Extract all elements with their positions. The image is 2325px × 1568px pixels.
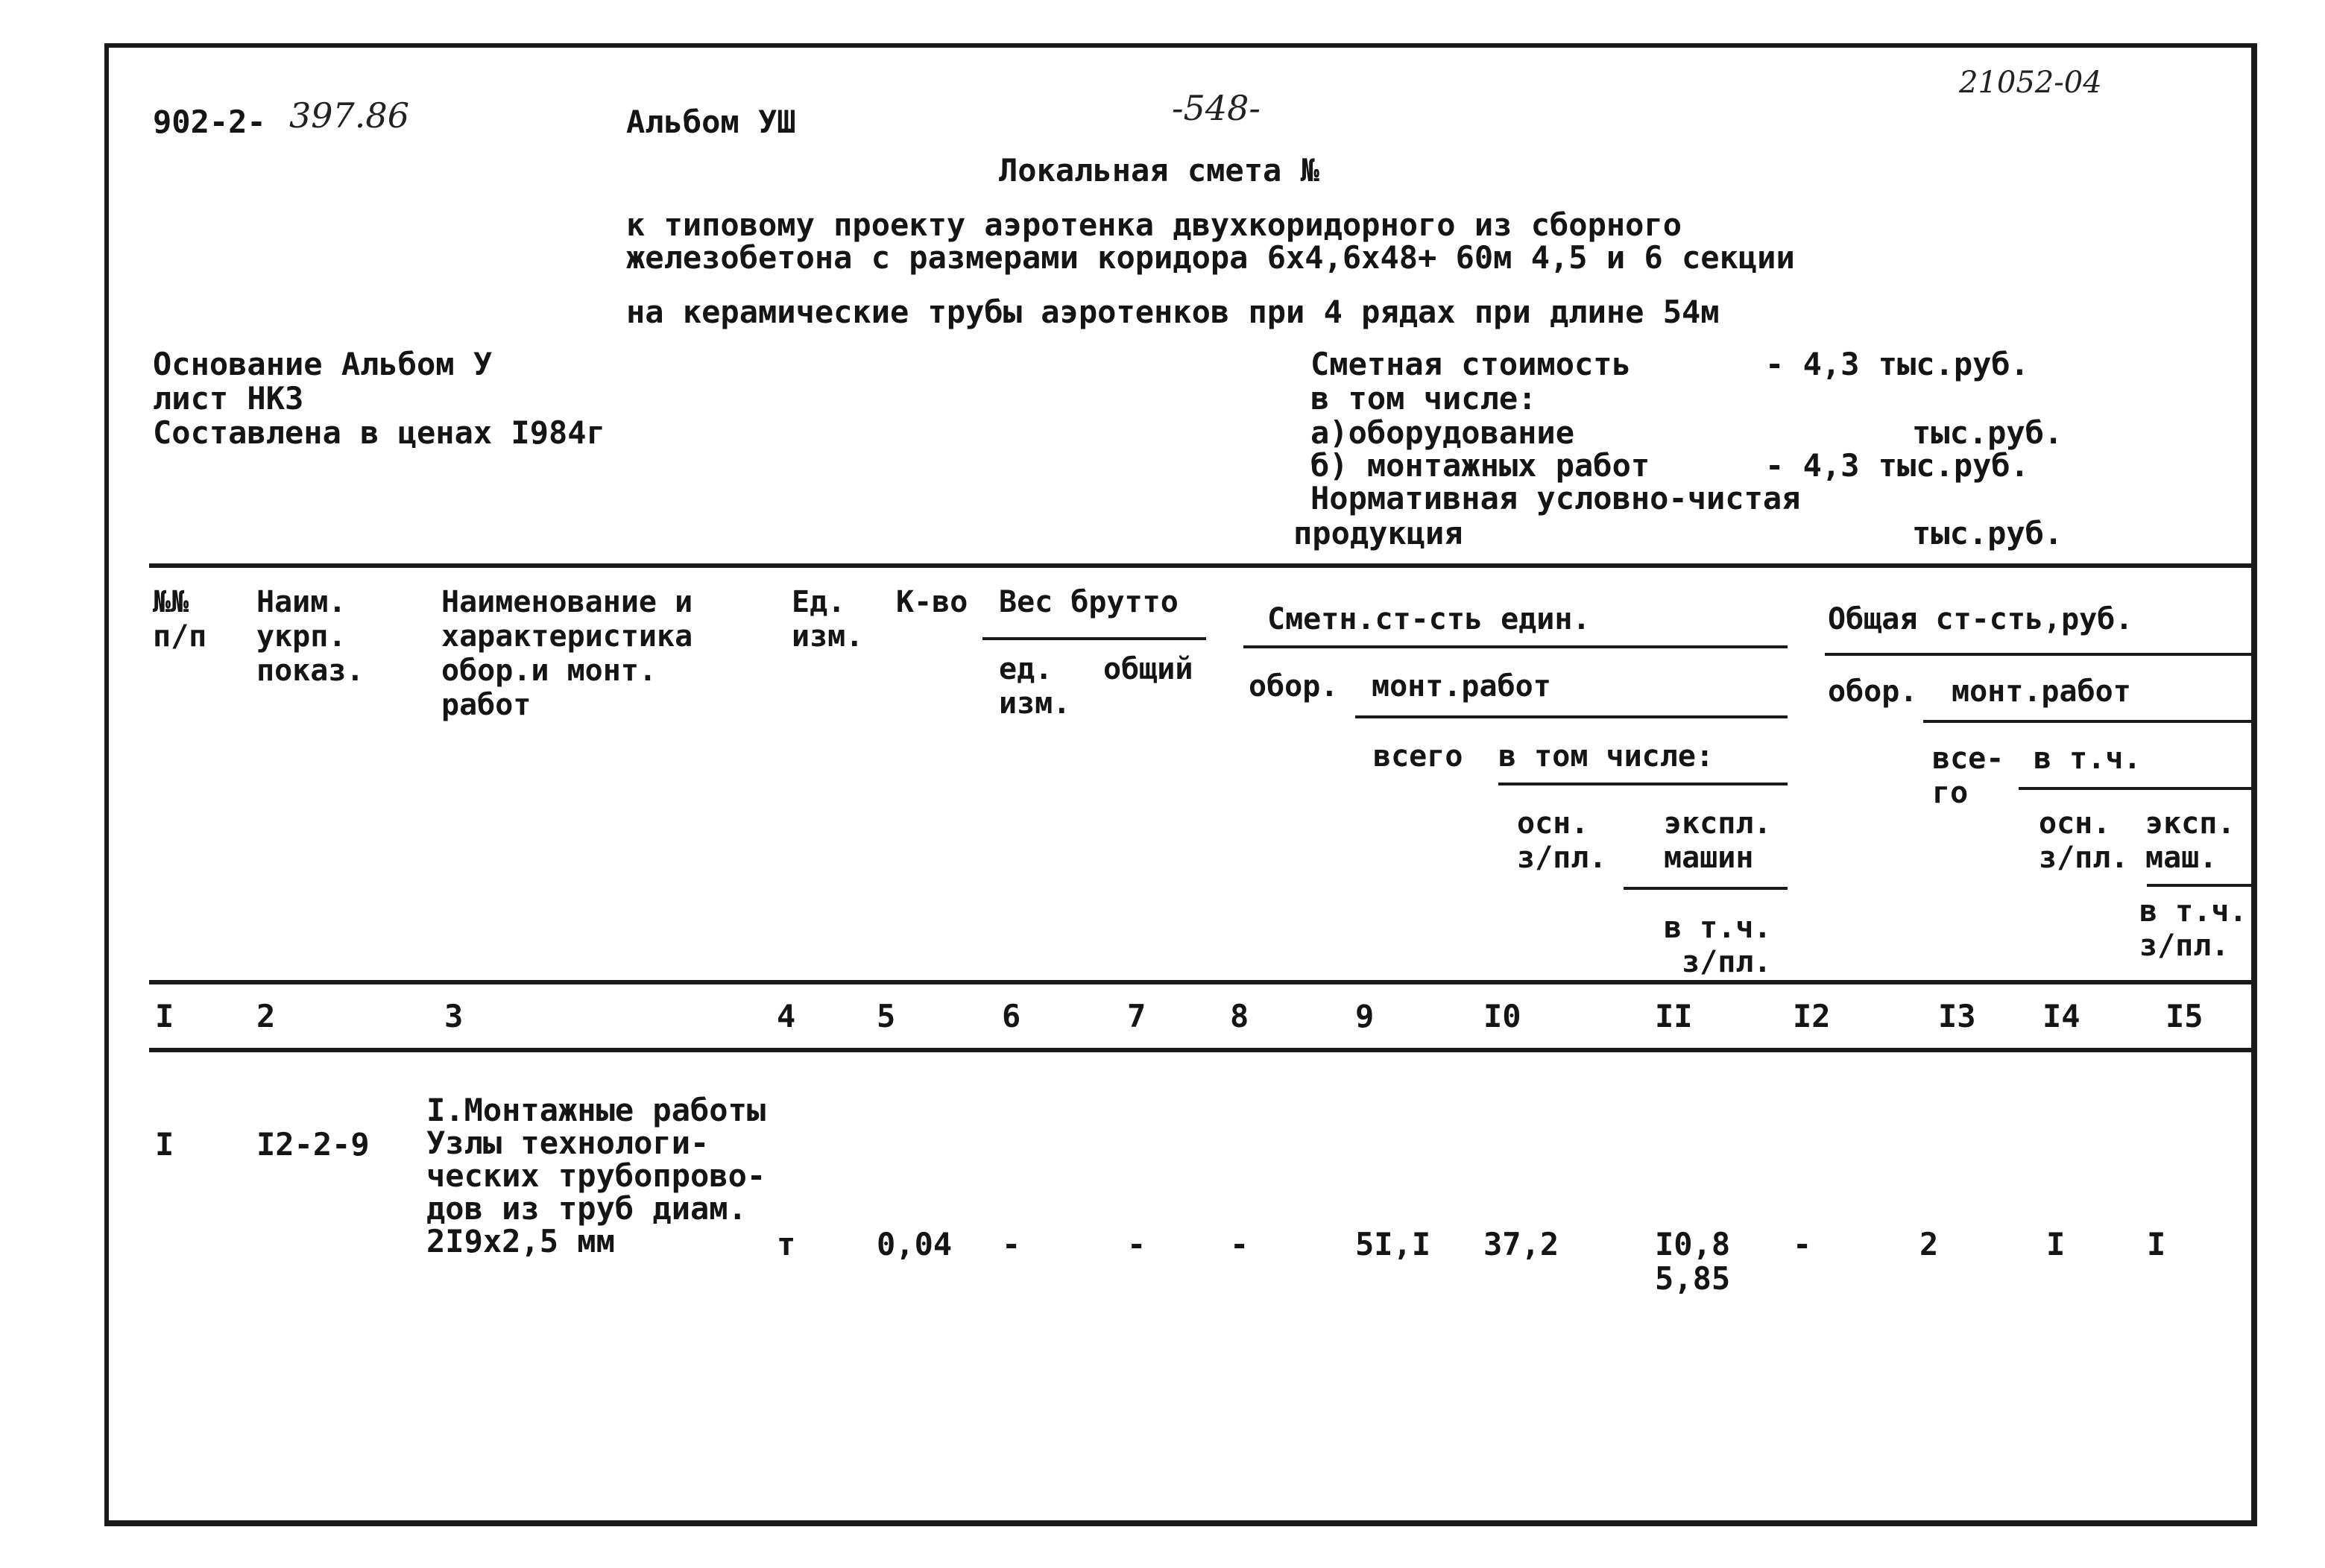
col-header-name: Наименование и характеристика обор.и монт. работ: [441, 585, 693, 722]
col-header-unit-equip: обор.: [1249, 669, 1339, 704]
col-number: 7: [1127, 998, 1146, 1034]
table-top-rule: [149, 563, 2257, 568]
col-header-total-install: монт.работ: [1952, 674, 2131, 709]
row-unit-wages: 37,2: [1483, 1226, 1559, 1262]
col-header-qty: К-во: [896, 585, 968, 619]
col-header-total-equip: обор.: [1828, 674, 1918, 709]
col-header-code: Наим. укрп. показ.: [256, 585, 365, 688]
col-number: 5: [877, 998, 896, 1034]
row-code: I2-2-9: [256, 1126, 370, 1163]
rule-unit-cost: [1243, 645, 1788, 648]
rule-total-install: [1923, 720, 2257, 723]
subtitle-line-2: железобетона с размерами коридора 6х4,6х48+ 60м 4,5 и 6 секции: [626, 239, 1795, 276]
including-label: в том числе:: [1310, 380, 1537, 417]
col-header-total-all: все- го: [1932, 742, 2004, 810]
equipment-label: а)оборудование: [1310, 414, 1575, 451]
rule-unit-including: [1498, 783, 1788, 785]
rule-total-including: [2019, 787, 2257, 790]
installation-label: б) монтажных работ: [1310, 447, 1650, 484]
col-number: I2: [1793, 998, 1831, 1034]
col-header-total-machines: эксп. маш.: [2145, 806, 2236, 875]
normative-label-1: Нормативная условно-чистая: [1310, 480, 1801, 516]
numbers-bottom-rule: [149, 1048, 2257, 1052]
subtitle-line-3: на керамические трубы аэротенков при 4 рядах при длине 54м: [626, 294, 1720, 330]
subtitle-line-1: к типовому проекту аэротенка двухкоридорного из сборного: [626, 206, 1682, 243]
project-code: 902-2-: [153, 104, 266, 140]
col-header-weight: Вес брутто: [999, 585, 1179, 619]
section-title: I.Монтажные работы: [426, 1092, 766, 1128]
basis-line-1: Основание Альбом У: [153, 346, 493, 382]
col-header-unit-cost: Сметн.ст-сть един.: [1267, 602, 1591, 636]
normative-value: тыс.руб.: [1912, 515, 2063, 551]
row-total-wages: I: [2046, 1226, 2066, 1262]
album-label: Альбом УШ: [626, 104, 796, 140]
equipment-value: тыс.руб.: [1912, 414, 2063, 451]
col-header-unit-install: монт.работ: [1372, 669, 1551, 704]
row-unit-machines: I0,8: [1655, 1226, 1731, 1262]
col-number: 6: [1002, 998, 1021, 1034]
rule-unit-install: [1355, 715, 1788, 718]
col-number: II: [1655, 998, 1693, 1034]
document-title: Локальная смета №: [999, 152, 1319, 189]
row-total-all: 2: [1919, 1226, 1939, 1262]
installation-value: - 4,3 тыс.руб.: [1765, 447, 2030, 484]
col-header-unit-total: всего: [1373, 739, 1463, 774]
estimated-cost-value: - 4,3 тыс.руб.: [1765, 346, 2030, 382]
basis-line-3: Составлена в ценах I984г: [153, 414, 605, 451]
project-code-handwritten: 397.86: [289, 95, 409, 136]
col-header-total-machines-wages: в т.ч. з/пл.: [2139, 894, 2247, 963]
col-header-total-including: в т.ч.: [2034, 742, 2142, 776]
page-number: -548-: [1172, 88, 1261, 128]
col-number: I5: [2165, 998, 2203, 1034]
basis-line-2: лист НКЗ: [153, 380, 304, 417]
rule-unit-machines: [1624, 887, 1788, 890]
row-name: Узлы технологи- ческих трубопрово- дов из труб диам. 2I9х2,5 мм: [426, 1125, 766, 1259]
col-number: 3: [444, 998, 464, 1034]
col-number: I4: [2042, 998, 2080, 1034]
rule-total-cost: [1825, 653, 2257, 656]
col-header-unit: Ед. изм.: [792, 585, 864, 654]
col-header-no: №№ п/п: [153, 585, 207, 654]
col-header-unit-including: в том числе:: [1498, 739, 1714, 774]
row-unit-equip: -: [1230, 1226, 1249, 1262]
col-header-weight-unit: ед. изм.: [999, 652, 1071, 721]
col-number: I3: [1938, 998, 1976, 1034]
col-number: 9: [1355, 998, 1375, 1034]
row-weight-total: -: [1127, 1226, 1146, 1262]
header-bottom-rule: [149, 980, 2257, 984]
col-header-weight-total: общий: [1103, 652, 1193, 686]
row-unit-machines-wages: 5,85: [1655, 1260, 1731, 1297]
row-total-equip: -: [1793, 1226, 1812, 1262]
col-header-unit-machines: экспл. машин: [1664, 806, 1772, 875]
sheet-code: 21052-04: [1959, 66, 2102, 100]
col-header-total-wages: осн. з/пл.: [2039, 806, 2129, 875]
estimated-cost-label: Сметная стоимость: [1310, 346, 1631, 382]
row-qty: 0,04: [877, 1226, 953, 1262]
rule-weight: [982, 637, 1206, 640]
row-no: I: [155, 1126, 174, 1163]
col-header-total-cost: Общая ст-сть,руб.: [1828, 602, 2133, 636]
row-unit-install-total: 5I,I: [1355, 1226, 1431, 1262]
normative-label-2: продукция: [1293, 515, 1463, 551]
row-unit: т: [777, 1226, 796, 1262]
col-number: 8: [1230, 998, 1249, 1034]
col-number: I: [155, 998, 174, 1034]
col-number: 2: [256, 998, 276, 1034]
col-header-unit-wages: осн. з/пл.: [1517, 806, 1607, 875]
col-number: I0: [1483, 998, 1521, 1034]
col-header-unit-machines-wages: в т.ч. з/пл.: [1664, 911, 1772, 979]
row-weight-unit: -: [1002, 1226, 1021, 1262]
rule-total-machines: [2147, 884, 2257, 887]
row-total-machines: I: [2147, 1226, 2166, 1262]
col-number: 4: [777, 998, 796, 1034]
